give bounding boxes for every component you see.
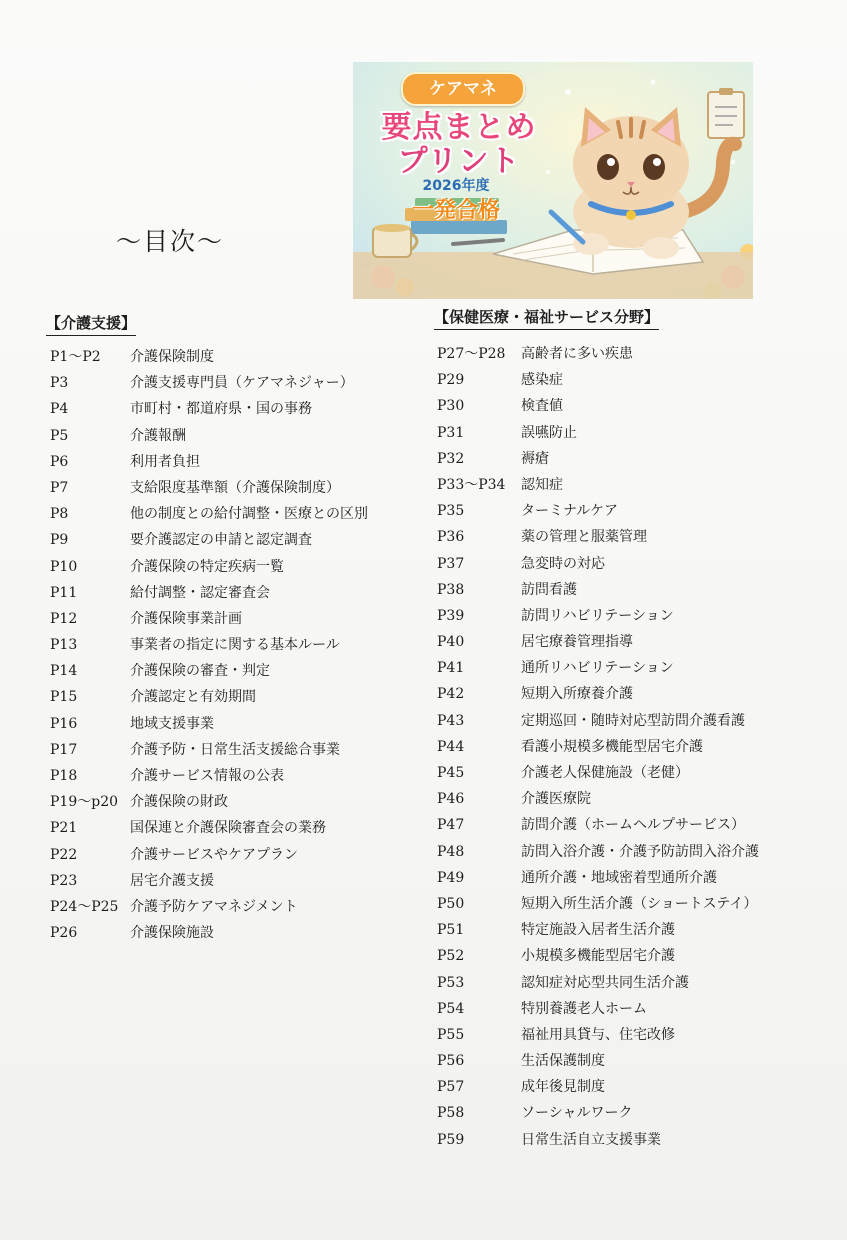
toc-entry-title: 訪問介護（ホームヘルプサービス） (521, 817, 745, 834)
toc-entry-title: 特定施設入居者生活介護 (521, 922, 675, 939)
toc-page-number: P11 (50, 584, 78, 601)
toc-entry (437, 498, 837, 524)
toc-page-number: P29 (437, 372, 465, 389)
toc-page-number: P31 (437, 424, 465, 441)
toc-page-number: P19〜p20 (50, 794, 119, 811)
toc-page-number: P30 (437, 398, 465, 415)
toc-entry (437, 812, 837, 838)
toc-entry-title: 介護認定と有効期間 (130, 689, 256, 706)
toc-page-number: P52 (437, 948, 465, 965)
toc-entry (50, 396, 410, 422)
toc-page-number: P37 (437, 555, 465, 572)
cover-illustration (353, 62, 753, 299)
toc-entry (437, 839, 837, 865)
toc-entry-title: 介護保険施設 (130, 925, 214, 942)
toc-entry-title: 居宅介護支援 (130, 872, 214, 889)
toc-entry-title: 他の制度との給付調整・医療との区別 (130, 506, 368, 523)
toc-page-number: P23 (50, 872, 78, 889)
cover-badge: ケアマネ (401, 72, 525, 106)
toc-entry-title: 介護保険の財政 (130, 794, 228, 811)
toc-page-number: P36 (437, 529, 465, 546)
toc-entry-title: ソーシャルワーク (521, 1105, 633, 1122)
toc-entry (50, 501, 410, 527)
toc-entry (50, 789, 410, 815)
toc-page-number: P22 (50, 846, 78, 863)
toc-entry-title: 支給限度基準額（介護保険制度） (130, 479, 340, 496)
toc-entry (50, 475, 410, 501)
toc-page-number: P58 (437, 1105, 465, 1122)
toc-page-number: P27〜P28 (437, 346, 506, 362)
toc-page-number: P14 (50, 663, 78, 680)
toc-entry (50, 554, 410, 580)
toc-entry (437, 603, 837, 629)
toc-entry (50, 684, 410, 710)
toc-entry-title: 日常生活自立支援事業 (521, 1131, 661, 1148)
toc-entry-title: 介護保険の審査・判定 (130, 663, 270, 680)
toc-page-number: P46 (437, 791, 465, 808)
toc-entry (437, 446, 837, 472)
toc-entry (437, 891, 837, 917)
toc-page-number: P24〜P25 (50, 898, 119, 915)
toc-page-number: P33〜P34 (437, 476, 506, 493)
toc-entry (437, 524, 837, 550)
toc-entry (437, 341, 837, 367)
toc-entry-title: 事業者の指定に関する基本ルール (130, 637, 340, 654)
toc-page-number: P51 (437, 922, 465, 939)
toc-page-number: P38 (437, 581, 465, 598)
toc-entry (50, 580, 410, 606)
toc-page-number: P26 (50, 925, 78, 942)
toc-entry (50, 737, 410, 763)
toc-page-number: P8 (50, 506, 69, 523)
toc-entry (437, 708, 837, 734)
toc-entry-title: 介護医療院 (521, 791, 591, 808)
toc-entry-title: 介護報酬 (130, 427, 186, 444)
toc-page-number: P54 (437, 1000, 465, 1017)
cover-year: 2026年度 (422, 178, 490, 194)
toc-entry-title: 褥瘡 (521, 450, 549, 467)
toc-entry-title: 感染症 (521, 372, 563, 389)
left-section-heading (46, 312, 136, 333)
toc-entry-title: 地域支援事業 (130, 715, 214, 732)
toc-entry (50, 423, 410, 449)
toc-page-number: P17 (50, 741, 78, 758)
left-heading-underline (46, 335, 136, 337)
toc-entry (50, 527, 410, 553)
toc-page-number: P44 (437, 738, 465, 755)
toc-entry-title: 薬の管理と服薬管理 (521, 529, 647, 546)
toc-entry-title: ターミナルケア (521, 503, 619, 520)
toc-entry (437, 472, 837, 498)
toc-page-number: P39 (437, 607, 465, 624)
toc-entry (437, 655, 837, 681)
toc-entry-title: 市町村・都道府県・国の事務 (130, 401, 312, 418)
toc-entry (437, 629, 837, 655)
toc-entry (437, 996, 837, 1022)
toc-entry-title: 介護サービス情報の公表 (130, 768, 284, 784)
cover-title-line1: 要点まとめ (381, 110, 537, 145)
right-toc-list (437, 341, 837, 1153)
right-section-heading (434, 306, 659, 327)
toc-entry (437, 1074, 837, 1100)
toc-page-number: P9 (50, 532, 69, 549)
right-section-heading-text: 【保健医療・福祉サービス分野】 (434, 308, 660, 326)
toc-title: 〜目次〜 (116, 227, 225, 256)
toc-entry-title: 高齢者に多い疾患 (521, 346, 633, 362)
toc-entry (437, 970, 837, 996)
toc-page-number: P5 (50, 427, 69, 444)
toc-entry (50, 370, 410, 396)
toc-page-number: P18 (50, 768, 78, 784)
toc-page-number: P45 (437, 765, 465, 781)
toc-entry-title: 給付調整・認定審査会 (130, 584, 270, 601)
toc-page-number: P10 (50, 558, 78, 575)
toc-entry (50, 711, 410, 737)
toc-entry-title: 介護支援専門員（ケアマネジャー） (130, 375, 354, 392)
toc-entry-title: 認知症 (521, 476, 563, 493)
toc-entry-title: 福祉用具貸与、住宅改修 (521, 1026, 675, 1043)
toc-entry-title: 国保連と介護保険審査会の業務 (130, 820, 326, 837)
toc-entry-title: 急変時の対応 (521, 555, 605, 572)
toc-page-number: P4 (50, 401, 69, 418)
toc-entry (50, 606, 410, 632)
toc-entry-title: 看護小規模多機能型居宅介護 (521, 738, 703, 755)
toc-entry-title: 特別養護老人ホーム (521, 1000, 647, 1017)
toc-entry-title: 誤嚥防止 (521, 424, 577, 441)
toc-entry (437, 917, 837, 943)
toc-page-number: P48 (437, 843, 465, 860)
toc-page-number: P47 (437, 817, 465, 834)
toc-entry (437, 786, 837, 812)
toc-entry (50, 920, 410, 946)
toc-page-number: P49 (437, 869, 465, 886)
toc-entry (437, 367, 837, 393)
toc-page-number: P53 (437, 974, 465, 991)
toc-page-number: P40 (437, 634, 465, 651)
toc-entry-title: 通所介護・地域密着型通所介護 (521, 869, 717, 886)
toc-page-number: P57 (437, 1079, 465, 1096)
toc-entry-title: 訪問看護 (521, 581, 577, 598)
toc-entry (437, 577, 837, 603)
toc-entry (50, 815, 410, 841)
toc-entry (437, 865, 837, 891)
cover-title-line2: プリント (397, 144, 521, 179)
toc-entry-title: 介護保険事業計画 (130, 610, 242, 627)
toc-entry-title: 通所リハビリテーション (521, 660, 674, 677)
toc-page-number: P16 (50, 715, 78, 732)
toc-entry-title: 短期入所療養介護 (521, 686, 633, 703)
left-toc-list (50, 344, 410, 946)
toc-entry-title: 訪問リハビリテーション (521, 607, 674, 624)
toc-entry (50, 842, 410, 868)
toc-entry (50, 632, 410, 658)
toc-page-number: P43 (437, 712, 465, 729)
toc-entry-title: 認知症対応型共同生活介護 (521, 974, 689, 991)
toc-entry-title: 介護老人保健施設（老健） (521, 765, 689, 781)
toc-entry (437, 1022, 837, 1048)
toc-entry (50, 868, 410, 894)
toc-page-number: P3 (50, 375, 69, 392)
toc-entry (437, 393, 837, 419)
toc-entry-title: 居宅療養管理指導 (521, 634, 633, 651)
toc-entry-title: 小規模多機能型居宅介護 (521, 948, 675, 965)
toc-page-number: P55 (437, 1026, 465, 1043)
toc-page-number: P41 (437, 660, 465, 677)
toc-page-number: P7 (50, 479, 69, 496)
toc-page-number: P21 (50, 820, 78, 837)
toc-page-number: P1〜P2 (50, 349, 101, 365)
toc-entry (437, 1048, 837, 1074)
toc-entry (437, 420, 837, 446)
toc-page-number: P42 (437, 686, 465, 703)
toc-entry-title: 介護サービスやケアプラン (130, 846, 298, 863)
toc-entry-title: 介護予防ケアマネジメント (130, 898, 298, 915)
toc-entry (437, 681, 837, 707)
toc-page-number: P12 (50, 610, 78, 627)
toc-entry-title: 成年後見制度 (521, 1079, 605, 1096)
toc-entry-title: 要介護認定の申請と認定調査 (130, 532, 312, 549)
toc-entry-title: 生活保護制度 (521, 1053, 605, 1070)
toc-page-number: P13 (50, 637, 78, 654)
toc-entry-title: 訪問入浴介護・介護予防訪問入浴介護 (521, 843, 759, 860)
toc-entry-title: 検査値 (521, 398, 563, 415)
toc-entry-title: 利用者負担 (130, 453, 200, 470)
toc-entry-title: 短期入所生活介護（ショートステイ） (521, 895, 758, 912)
toc-page-number: P59 (437, 1131, 465, 1148)
toc-entry-title: 定期巡回・随時対応型訪問介護看護 (521, 712, 745, 729)
toc-entry-title: 介護保険制度 (130, 349, 214, 365)
left-section-heading-text: 【介護支援】 (46, 314, 137, 332)
toc-page-number: P35 (437, 503, 465, 520)
toc-entry (50, 658, 410, 684)
toc-entry (50, 763, 410, 789)
right-heading-underline (434, 329, 659, 331)
toc-page-number: P50 (437, 895, 465, 912)
toc-page-number: P32 (437, 450, 465, 467)
toc-page-number: P6 (50, 453, 69, 470)
toc-entry (437, 1100, 837, 1126)
toc-entry (50, 449, 410, 475)
toc-entry (50, 894, 410, 920)
toc-page-number: P15 (50, 689, 78, 706)
toc-entry-title: 介護保険の特定疾病一覧 (130, 558, 284, 575)
toc-entry (437, 551, 837, 577)
toc-entry (50, 344, 410, 370)
toc-page-number: P56 (437, 1053, 465, 1070)
toc-entry (437, 760, 837, 786)
cover-tagline: 一発合格 (411, 198, 500, 223)
toc-entry-title: 介護予防・日常生活支援総合事業 (130, 741, 340, 758)
toc-entry (437, 1127, 837, 1153)
toc-entry (437, 943, 837, 969)
toc-entry (437, 734, 837, 760)
